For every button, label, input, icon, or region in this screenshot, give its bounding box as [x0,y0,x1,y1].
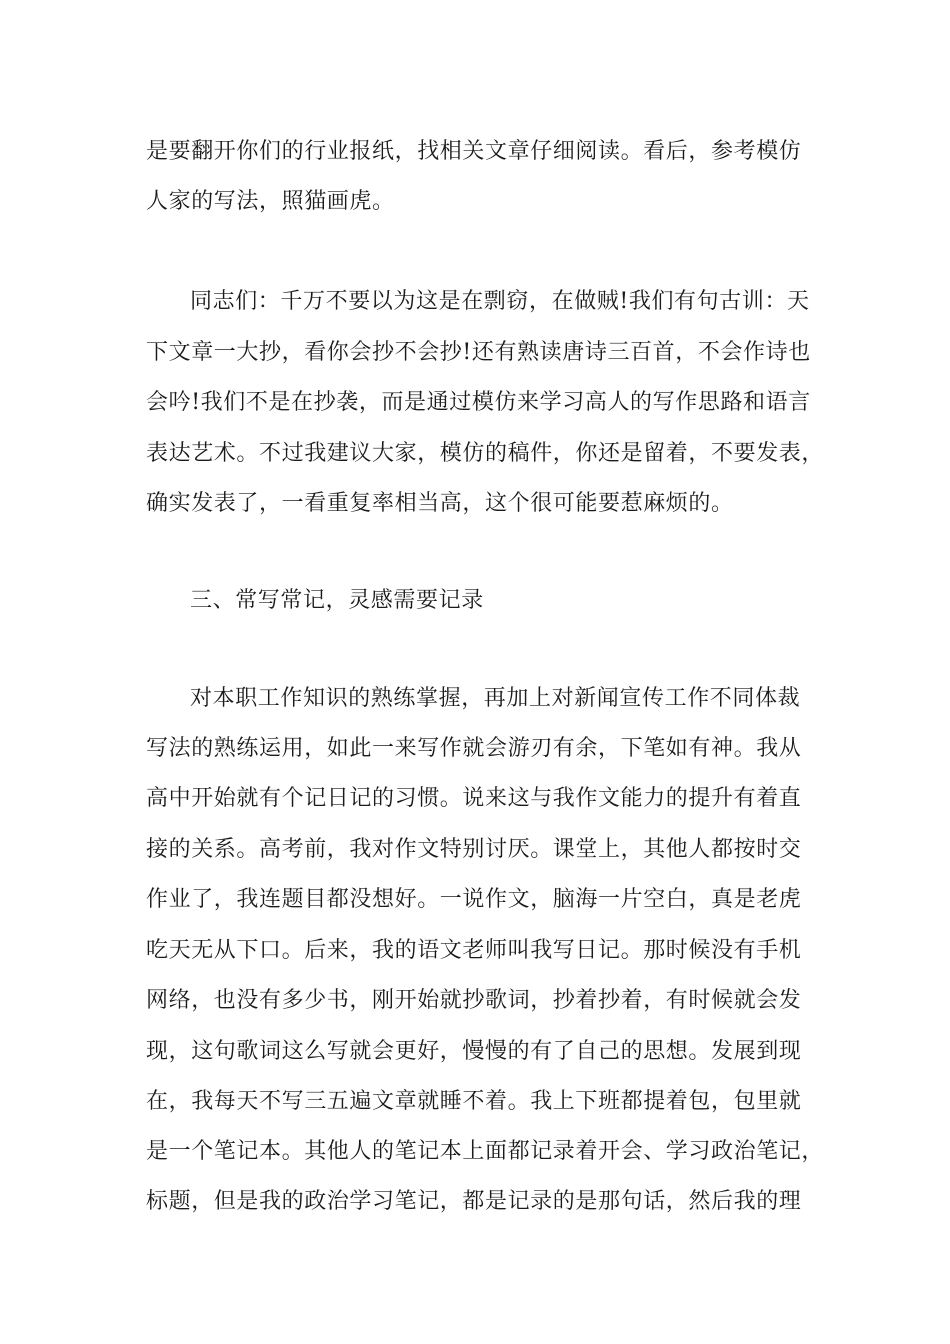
paragraph-2-line-2: 下文章一大抄，看你会抄不会抄!还有熟读唐诗三百首，不会作诗也 [146,340,811,365]
paragraph-3-line-4: 接的关系。高考前，我对作文特别讨厌。课堂上，其他人都按时交 [146,837,802,862]
paragraph-3-line-2: 写法的熟练运用，如此一来写作就会游刃有余，下笔如有神。我从 [146,736,802,761]
paragraph-3-line-8: 现，这句歌词这么写就会更好，慢慢的有了自己的思想。发展到现 [146,1039,802,1064]
paragraph-3-line-9: 在，我每天不写三五遍文章就睡不着。我上下班都提着包，包里就 [146,1089,802,1114]
paragraph-1-line-2: 人家的写法，照猫画虎。 [146,189,395,214]
paragraph-3-line-6: 吃天无从下口。后来，我的语文老师叫我写日记。那时候没有手机 [146,938,802,963]
paragraph-1-line-1: 是要翻开你们的行业报纸，找相关文章仔细阅读。看后，参考模仿 [146,139,802,164]
paragraph-3-line-3: 高中开始就有个记日记的习惯。说来这与我作文能力的提升有着直 [146,786,802,811]
paragraph-3-line-7: 网络，也没有多少书，刚开始就抄歌词，抄着抄着，有时候就会发 [146,988,802,1013]
paragraph-3-line-5: 作业了，我连题目都没想好。一说作文，脑海一片空白，真是老虎 [146,887,802,912]
paragraph-2-line-4: 表达艺术。不过我建议大家，模仿的稿件，你还是留着，不要发表， [146,441,825,466]
paragraph-2-line-3: 会吟!我们不是在抄袭，而是通过模仿来学习高人的写作思路和语言 [146,390,811,415]
section-heading: 三、常写常记，灵感需要记录 [190,588,484,613]
paragraph-3-line-10: 是一个笔记本。其他人的笔记本上面都记录着开会、学习政治笔记， [146,1139,825,1164]
paragraph-3-line-1: 对本职工作知识的熟练掌握，再加上对新闻宣传工作不同体裁 [190,686,801,711]
paragraph-2-line-5: 确实发表了，一看重复率相当高，这个很可能要惹麻烦的。 [146,491,734,516]
paragraph-2-line-1: 同志们：千万不要以为这是在剽窃，在做贼!我们有句古训：天 [190,289,810,314]
paragraph-3-line-11: 标题，但是我的政治学习笔记，都是记录的是那句话，然后我的理 [146,1189,802,1214]
